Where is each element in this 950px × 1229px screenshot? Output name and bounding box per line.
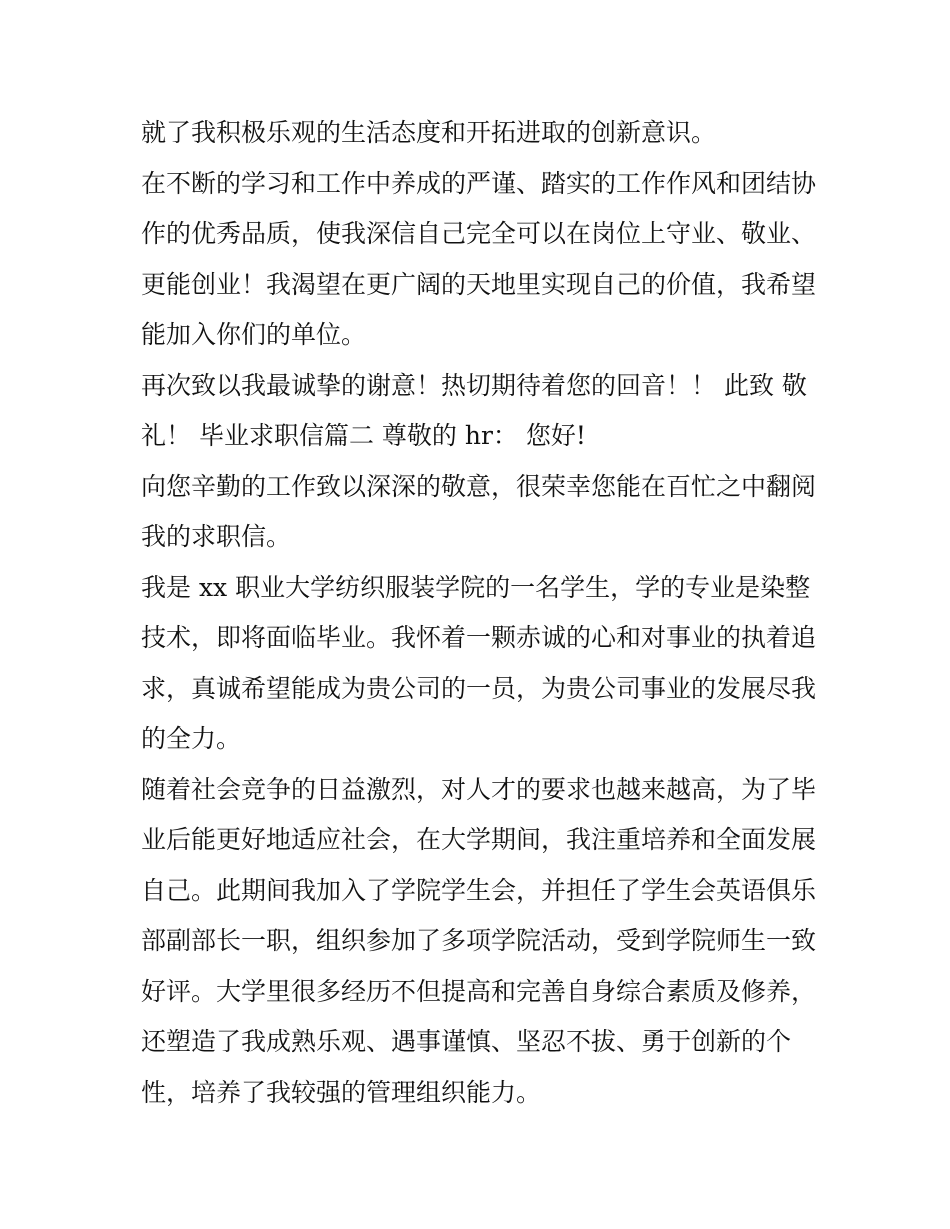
text-line: 能加入你们的单位。 bbox=[141, 320, 367, 349]
text-line: 的全力。 bbox=[141, 724, 242, 753]
letter-body bbox=[141, 108, 821, 1118]
text-line: 自己。此期间我加入了学院学生会，并担任了学生会英语俱乐 bbox=[141, 875, 817, 905]
text-line: 作的优秀品质，使我深信自己完全可以在岗位上守业、敬业、 bbox=[141, 219, 817, 248]
text-line: 好评。大学里很多经历不但提高和完善自身综合素质及修养， bbox=[141, 976, 817, 1006]
text-line: 我是 xx 职业大学纺织服装学院的一名学生，学的专业是染整 bbox=[141, 572, 811, 602]
text-line: 就了我积极乐观的生活态度和开拓进取的创新意识。 bbox=[141, 118, 717, 147]
text-line: 向您辛勤的工作致以深深的敬意，很荣幸您能在百忙之中翻阅 bbox=[141, 471, 817, 501]
text-line: 技术，即将面临毕业。我怀着一颗赤诚的心和对事业的执着追 bbox=[141, 623, 817, 652]
text-line: 部副部长一职，组织参加了多项学院活动，受到学院师生一致 bbox=[141, 926, 817, 955]
text-line: 礼！ 毕业求职信篇二 尊敬的 hr： 您好! bbox=[141, 421, 586, 450]
text-line: 我的求职信。 bbox=[141, 522, 292, 551]
text-line: 还塑造了我成熟乐观、遇事谨慎、坚忍不拔、勇于创新的个 bbox=[141, 1027, 792, 1056]
text-line: 再次致以我最诚挚的谢意！热切期待着您的回音！！ 此致 敬 bbox=[141, 370, 807, 400]
text-line: 随着社会竞争的日益激烈，对人才的要求也越来越高，为了毕 bbox=[141, 774, 817, 804]
text-line: 求，真诚希望能成为贵公司的一员，为贵公司事业的发展尽我 bbox=[141, 673, 817, 703]
text-line: 在不断的学习和工作中养成的严谨、踏实的工作作风和团结协 bbox=[141, 168, 817, 198]
text-line: 性，培养了我较强的管理组织能力。 bbox=[141, 1077, 542, 1107]
text-line: 更能创业！我渴望在更广阔的天地里实现自己的价值，我希望 bbox=[141, 269, 817, 299]
text-line: 业后能更好地适应社会，在大学期间，我注重培养和全面发展 bbox=[141, 825, 817, 854]
